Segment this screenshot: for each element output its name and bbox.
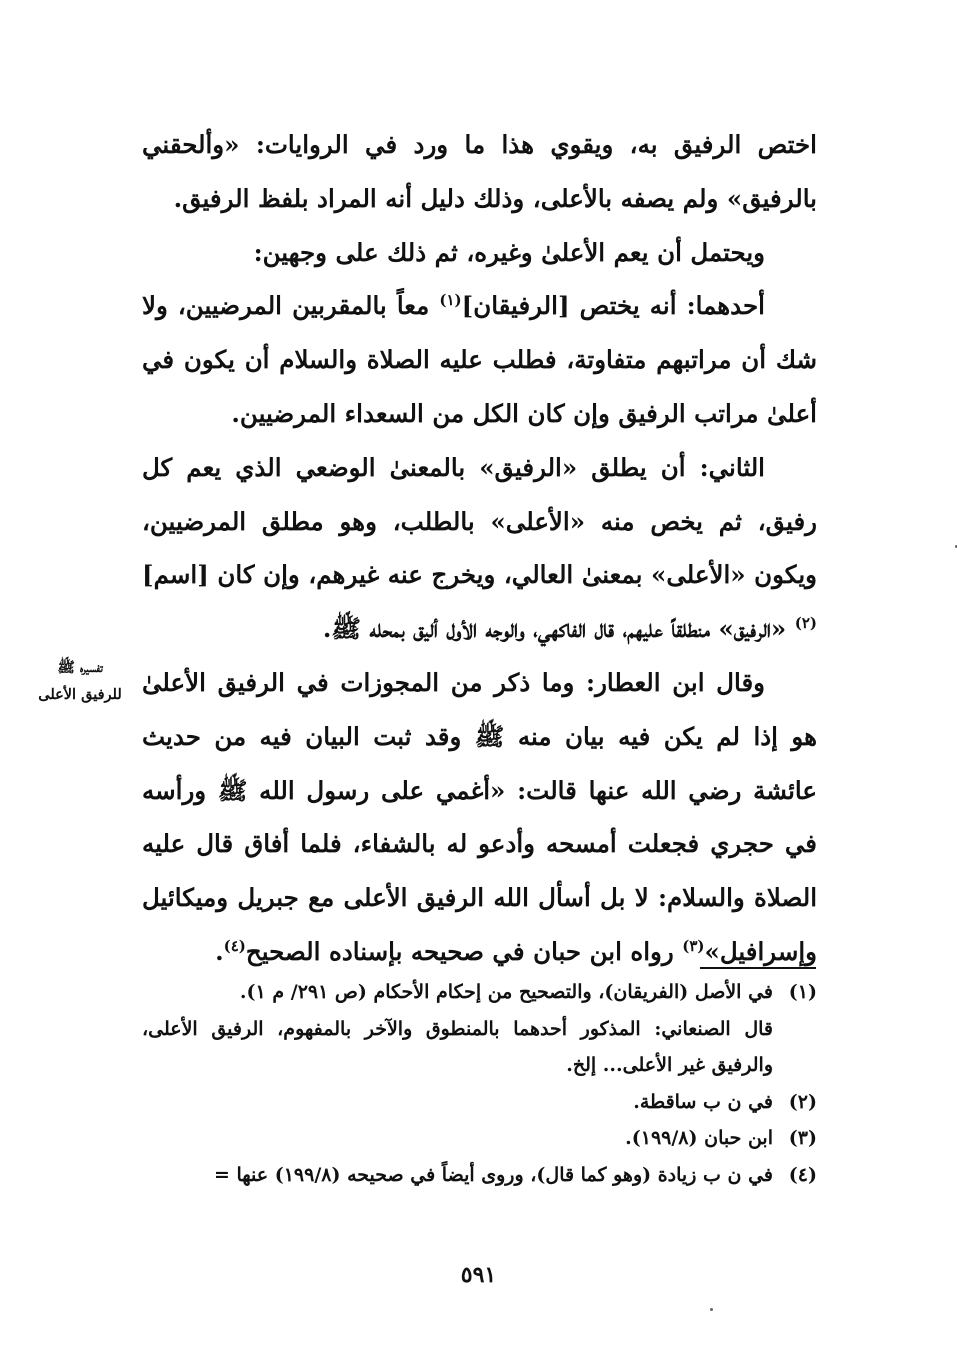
footnote-3-number: (٣) bbox=[788, 1127, 817, 1149]
margin-note-line-1: تفسيره ﷺ bbox=[57, 659, 103, 676]
footnote-3 bbox=[142, 1120, 817, 1157]
footnote-2-number: (٢) bbox=[788, 1090, 817, 1113]
paragraph-4 bbox=[142, 441, 817, 656]
margin-note bbox=[26, 654, 134, 708]
paragraph-5-text-b: رواه ابن حبان في صحيحه بإسناده الصحيح bbox=[245, 936, 683, 966]
paragraph-4-text-b: «الرفيق» منطلقاً عليهم، قال الفاكهي، والوجه الأول أليق بمحله ﷺ. bbox=[322, 614, 795, 644]
footnote-1-body bbox=[142, 974, 773, 1084]
footnote-ref-4: (٤) bbox=[223, 936, 246, 955]
paragraph-3 bbox=[142, 279, 817, 440]
footnote-divider bbox=[700, 967, 816, 969]
footnote-1-number: (١) bbox=[788, 981, 817, 1003]
footnote-1-line-1: في الأصل (الفريقان)، والتصحيح من إحكام الأحكام (ص ٢٩١/ م ١). bbox=[239, 981, 773, 1003]
scan-speck bbox=[710, 1308, 713, 1311]
margin-note-line-2: للرفيق الأعلى bbox=[38, 686, 122, 703]
paragraph-5-text-c: . bbox=[215, 936, 224, 966]
paragraph-3-text-a: أحدهما: أنه يختص [الرفيقان] bbox=[461, 291, 765, 321]
paragraph-3-text-b: معاً بالمقربين المرضيين، ولا شك أن مراتبهم متفاوتة، فطلب عليه الصلاة والسلام أن يكون في أعلىٰ مراتب الرفيق وإن كان الكل من السعداء المرضيين. bbox=[142, 291, 817, 428]
footnote-4 bbox=[142, 1157, 817, 1194]
footnote-ref-2: (٢) bbox=[794, 614, 817, 633]
page-number: ٥٩١ bbox=[460, 1262, 497, 1288]
paragraph-2: ويحتمل أن يعم الأعلىٰ وغيره، ثم ذلك على وجهين: bbox=[253, 237, 765, 267]
paragraph-4-text-a: الثاني: أن يطلق «الرفيق» بالمعنىٰ الوضعي الذي يعم كل رفيق، ثم يخص منه «الأعلى» بالطلب، وهو مطلق المرضيين، ويكون «الأعلى» بمعنىٰ العالي، ويخرج عنه غيرهم، وإن كان [اسم] bbox=[142, 452, 817, 590]
footnote-ref-1: (١) bbox=[439, 291, 462, 310]
paragraph-5-text-a: وقال ابن العطار: وما ذكر من المجوزات في الرفيق الأعلىٰ هو إذا لم يكن فيه بيان منه ﷺ وقد ثبت البيان فيه من حديث عائشة رضي الله عنها قالت: «أغمي على رسول الله ﷺ ورأسه في حجري فجعلت أمسحه وأدعو له بالشفاء، فلما أفاق قال عليه الصلاة والسلام: لا بل أسأل الله الرفيق الأعلى مع جبريل وميكائيل وإسرافيل» bbox=[142, 667, 817, 966]
footnote-ref-3: (٣) bbox=[682, 936, 705, 955]
footnote-2 bbox=[142, 1084, 817, 1121]
paragraph-1: اختص الرفيق به، ويقوي هذا ما ورد في الروايات: «وألحقني بالرفيق» ولم يصفه بالأعلى، وذلك دليل أنه المراد بلفظ الرفيق. bbox=[142, 130, 817, 213]
footnote-1 bbox=[142, 974, 817, 1084]
footnote-4-number: (٤) bbox=[788, 1163, 817, 1186]
footnote-2-text: في ن ب ساقطة. bbox=[633, 1090, 773, 1113]
main-text bbox=[142, 118, 817, 979]
footnote-4-text: في ن ب زيادة (وهو كما قال)، وروى أيضاً في صحيحه (١٩٩/٨) عنها = bbox=[213, 1163, 773, 1186]
paragraph-5 bbox=[142, 656, 817, 979]
footnote-1-line-2: قال الصنعاني: المذكور أحدهما بالمنطوق والآخر بالمفهوم، الرفيق الأعلى، والرفيق غير الأعلى... إلخ. bbox=[142, 1017, 773, 1076]
footnote-3-text: ابن حبان (١٩٩/٨). bbox=[625, 1127, 773, 1149]
footnotes bbox=[142, 974, 817, 1193]
